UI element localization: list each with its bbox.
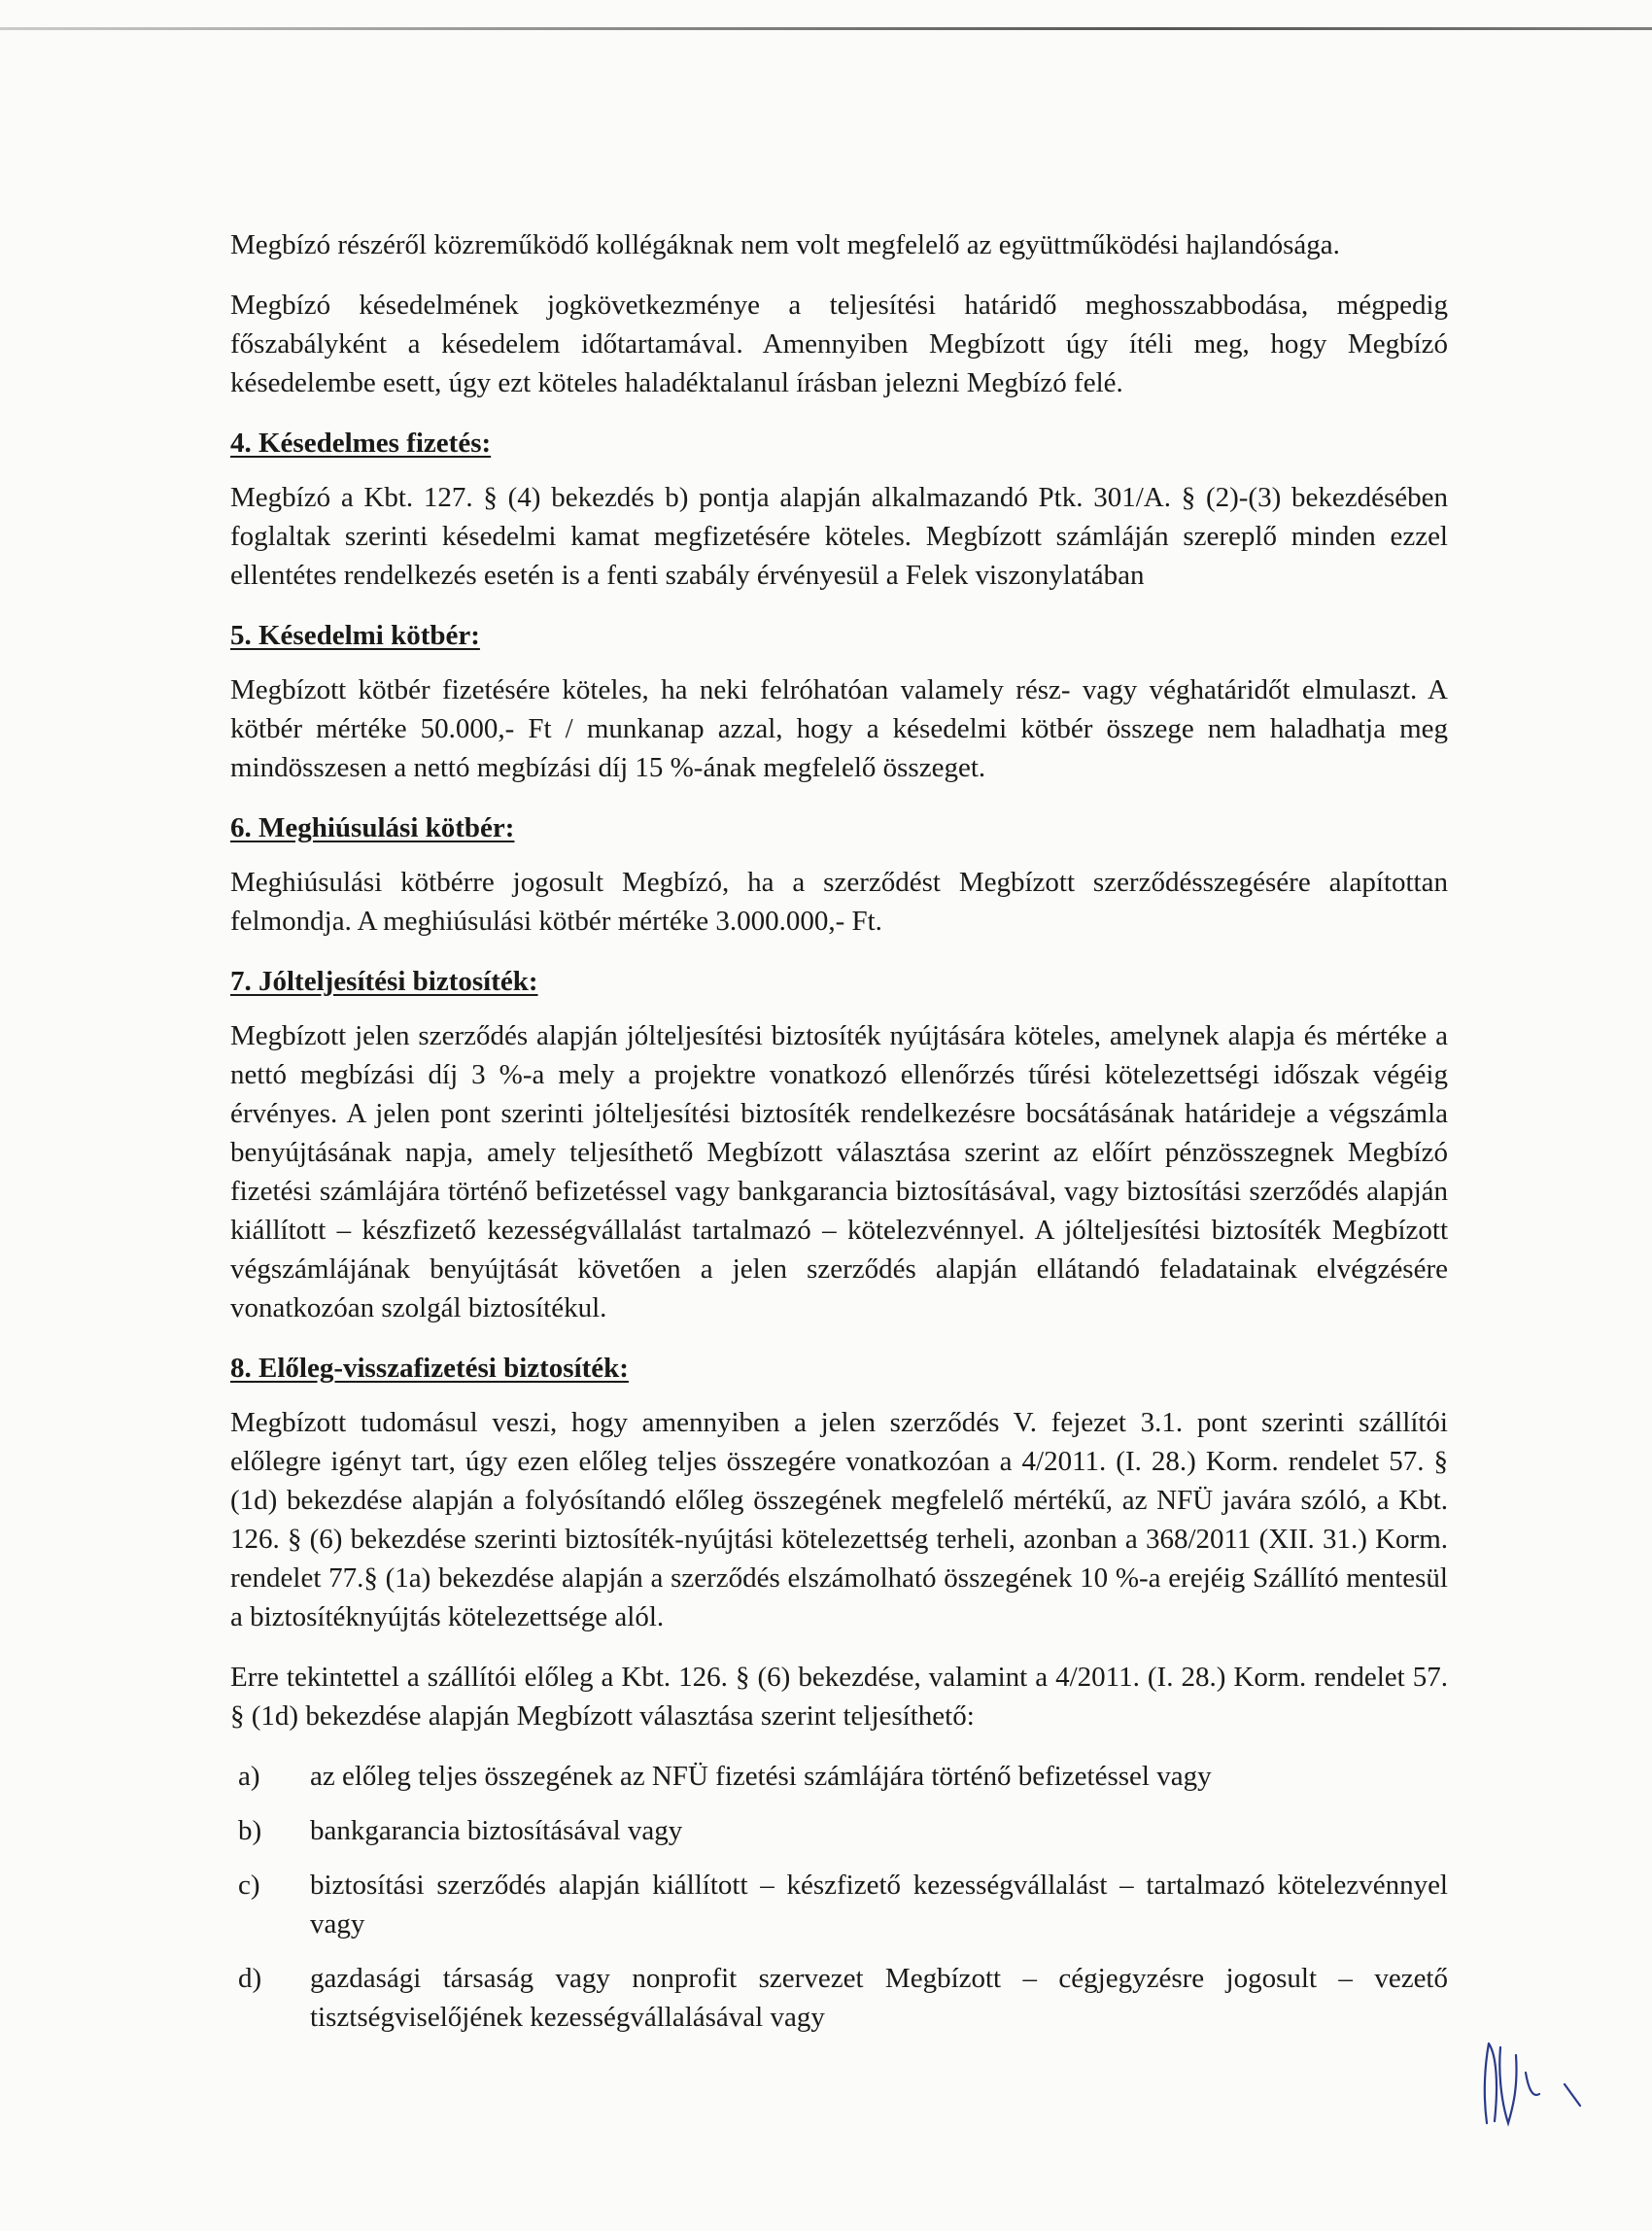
paragraph: Megbízott tudomásul veszi, hogy amennyiben a jelen szerződés V. fejezet 3.1. pont szerinti szállítói előlegre igényt tart, úgy ezen előleg teljes összegére vonatkozóan a 4/2011. (I. 28.) Korm. rendelet 57. § (1d) bekezdése alapján a folyósítandó előleg összegének megfelelő mértékű, az NFÜ javára szóló, a Kbt. 126. § (6) bekezdése szerinti biztosíték-nyújtási kötelezettség terheli, azonban a 368/2011 (XII. 31.) Korm. rendelet 77.§ (1a) bekezdése alapján a szerződés elszámolható összegének 10 %-a erejéig Szállító mentesül a biztosítéknyújtás kötelezettsége alól. (230, 1407, 1448, 1632)
list-item (230, 1811, 1448, 1850)
list-marker: d) (238, 1963, 262, 1994)
section-heading: 8. Előleg-visszafizetési biztosíték: (230, 1353, 629, 1384)
handwritten-signature (1467, 2026, 1584, 2133)
section-heading: 4. Késedelmes fizetés: (230, 428, 492, 459)
list-item (230, 1757, 1448, 1796)
list-marker: c) (238, 1870, 260, 1901)
paragraph: Megbízó késedelmének jogkövetkezménye a teljesítési határidő meghosszabbodása, mégpedig főszabályként a késedelem időtartamával. Amennyiben Megbízott úgy ítéli meg, hogy Megbízó késedelembe esett, úgy ezt köteles haladéktalanul írásban jelezni Megbízó felé. (230, 290, 1448, 398)
paragraph: Meghiúsulási kötbérre jogosult Megbízó, ha a szerződést Megbízott szerződésszegésére alapítottan felmondja. A meghiúsulási kötbér mértéke 3.000.000,- Ft. (230, 867, 1448, 937)
paragraph: Megbízott kötbér fizetésére köteles, ha neki felróhatóan valamely rész- vagy véghatáridőt elmulaszt. A kötbér mértéke 50.000,- Ft / munkanap azzal, hogy a késedelmi kötbér összege nem haladhatja meg mindösszesen a nettó megbízási díj 15 %-ának megfelelő összeget. (230, 674, 1448, 783)
option-list (230, 1757, 1448, 2037)
list-marker: a) (238, 1761, 260, 1792)
document-body (230, 225, 1448, 1735)
list-item-text: az előleg teljes összegének az NFÜ fizetési számlájára történő befizetéssel vagy (310, 1761, 1212, 1792)
section-heading: 6. Meghiúsulási kötbér: (230, 812, 515, 843)
section-heading: 7. Jólteljesítési biztosíték: (230, 966, 538, 997)
list-marker: b) (238, 1815, 262, 1846)
scan-edge-line (0, 27, 1652, 30)
document-page (230, 225, 1448, 2052)
paragraph: Megbízott jelen szerződés alapján jólteljesítési biztosíték nyújtására köteles, amelynek alapja és mértéke a nettó megbízási díj 3 %-a mely a projektre vonatkozó ellenőrzés tűrési kötelezettségi időszak végéig érvényes. A jelen pont szerinti jólteljesítési biztosíték rendelkezésre bocsátásának határideje a végszámla benyújtásának napja, amely teljesíthető Megbízott választása szerint az előírt pénzösszegnek Megbízó fizetési számlájára történő befizetéssel vagy bankgarancia biztosításával, vagy biztosítási szerződés alapján kiállított – készfizető kezességvállalást tartalmazó – kötelezvénnyel. A jólteljesítési biztosíték Megbízott végszámlájának benyújtását követően a jelen szerződés alapján ellátandó feladatainak elvégzésére vonatkozóan szolgál biztosítékul. (230, 1020, 1448, 1323)
paragraph: Megbízó részéről közreműködő kollégáknak nem volt megfelelő az együttműködési hajlandósága. (230, 229, 1340, 260)
list-item (230, 1959, 1448, 2037)
paragraph: Megbízó a Kbt. 127. § (4) bekezdés b) pontja alapján alkalmazandó Ptk. 301/A. § (2)-(3) bekezdésében foglaltak szerinti késedelmi kamat megfizetésére köteles. Megbízott számláján szereplő minden ezzel ellentétes rendelkezés esetén is a fenti szabály érvényesül a Felek viszonylatában (230, 482, 1448, 591)
list-item (230, 1866, 1448, 1943)
list-item-text: biztosítási szerződés alapján kiállított – készfizető kezességvállalást – tartalmazó kötelezvénnyel vagy (310, 1870, 1448, 1939)
paragraph: Erre tekintettel a szállítói előleg a Kbt. 126. § (6) bekezdése, valamint a 4/2011. (I. 28.) Korm. rendelet 57. § (1d) bekezdése alapján Megbízott választása szerint teljesíthető: (230, 1662, 1448, 1732)
list-item-text: gazdasági társaság vagy nonprofit szervezet Megbízott – cégjegyzésre jogosult – vezető tisztségviselőjének kezességvállalásával vagy (310, 1963, 1448, 2033)
section-heading: 5. Késedelmi kötbér: (230, 620, 480, 651)
list-item-text: bankgarancia biztosításával vagy (310, 1815, 683, 1846)
